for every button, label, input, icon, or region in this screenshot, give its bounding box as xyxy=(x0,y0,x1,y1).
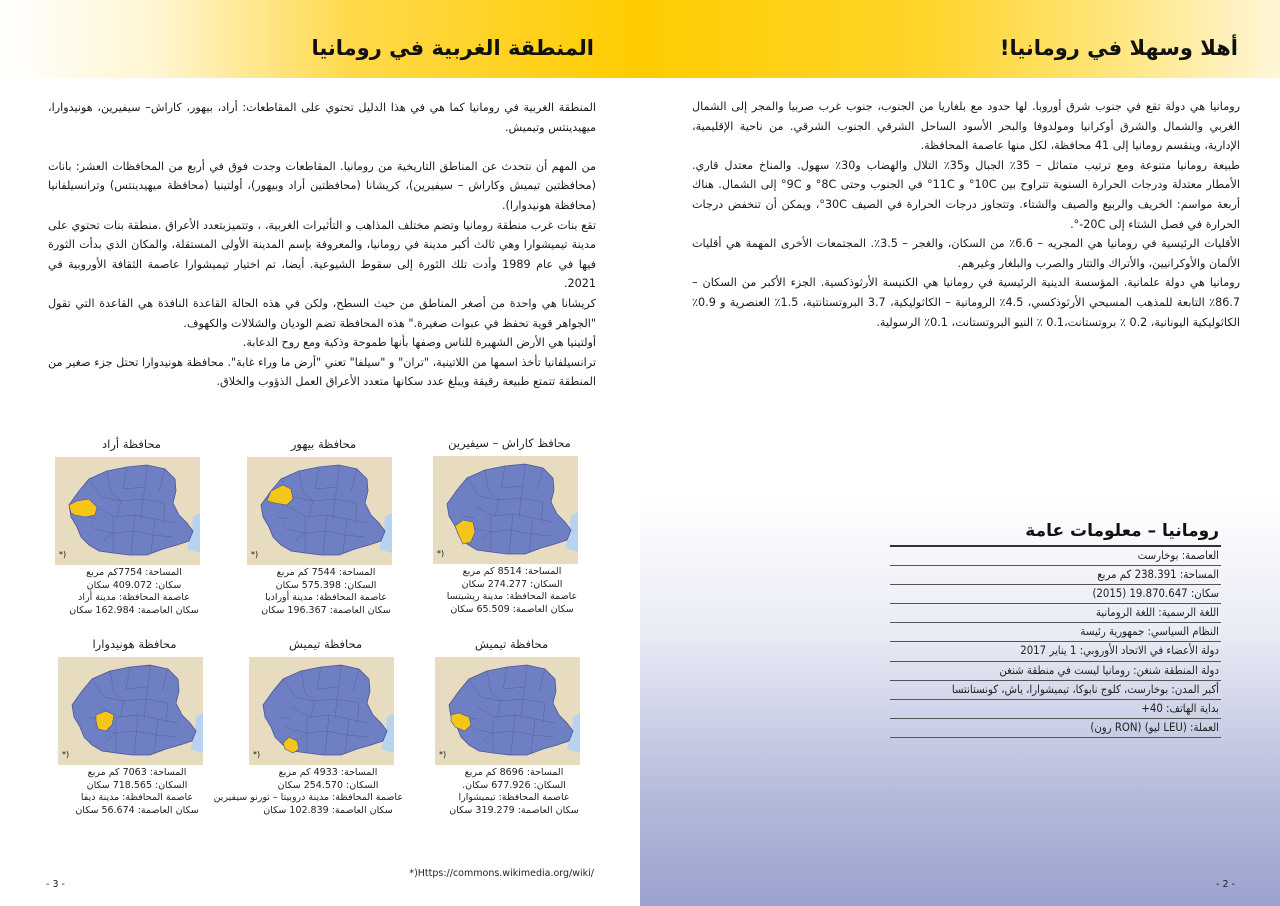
map-card-mehedinti xyxy=(213,637,408,827)
romania-map-svg xyxy=(249,657,394,765)
stat-line: المساحة: 7063 كم مربع xyxy=(87,767,187,778)
romania-map-svg xyxy=(58,657,203,765)
stat-line: المساحة: 7754كم مربع xyxy=(86,567,182,578)
stat-line: السكان: 254.570 سكان xyxy=(277,779,379,791)
romania-map-svg xyxy=(433,456,578,564)
map-title: محافظة تيميش xyxy=(288,637,363,651)
paragraph: من المهم أن نتحدث عن المناطق التاريخية من رومانيا. المقاطعات وجدت فوق في أربع من المحافظات العشر: بانات (محافظتين تيميش وكاراش – سيفيرين)، كريشانا (محافظتين أراد وبيهور)، أولتينيا (محافظة ميهيدينتس) وترانسيلفانيا (محافظة هونيدوارا). xyxy=(48,159,596,212)
map-card-timis xyxy=(429,637,594,827)
page-number: - 2 - xyxy=(1216,879,1235,890)
county-stats xyxy=(439,767,589,817)
county-map xyxy=(58,657,203,765)
page-title: المنطقة الغربية في رومانيا xyxy=(311,36,594,60)
body-text xyxy=(692,97,1240,332)
stat-line: سكان العاصمة: 162.984 سكان xyxy=(69,604,199,616)
paragraph: تقع بنات غرب منطقة رومانيا وتضم مختلف المذاهب و التأثيرات الغربية، ، وتتميزبتعدد الأعراق .منطقة بنات تحتوي على مدينة تيميشوارا وهي ثالث أكبر مدينة في رومانيا، والمعروفة بإسم المدينة الأولى المستقلة، والمكان الذي بدأت الثورة فيها في عام 1989 وأدت تلك الثورة إلى سقوط الشيوعية. أيضا، تم اختيار تيميشوارا عاصمة الثقافة الأوروبية في 2021. xyxy=(48,218,596,291)
header-band xyxy=(640,0,1280,78)
stat-line: عاصمة المحافظة: مدينة ديفا xyxy=(80,792,194,804)
romania-map-svg xyxy=(55,457,200,565)
paragraph: رومانيا هي دولة تقع في جنوب شرق أوروبا. لها حدود مع بلغاريا من الجنوب، جنوب غرب صربيا والمجر إلى الشمال الغربي والشمال والشرق أوكرانيا ومولدوفا والبحر الأسود الساحل الشرقي الجنوب الشرقي. من ناحية الإقليمية، الإدارية، وينقسم رومانيا إلى 41 محافظة، لكل منها عاصمة المحافظة. xyxy=(692,100,1240,153)
paragraph: الأقليات الرئيسية في رومانيا هي المجريه – 6.6٪ من السكان، والغجر – 3.5٪. المجتمعات الأخرى المهمة هي أقليات الألمان والأوكرانيين، والأتراك والتتار والصرب والبلغار وغيرهم. xyxy=(692,237,1240,270)
stat-line: عاصمة المحافظة: مدينة ريشيتسا xyxy=(446,591,578,603)
map-card-arad xyxy=(49,437,214,627)
right-page xyxy=(640,0,1280,906)
paragraph: طبيعة رومانيا متنوعة ومع ترتيب متماثل – 35٪ الجبال و35٪ التلال والهضاب و30٪ سهول. والمناخ معتدل قاري. الأمطار معتدلة ودرجات الحرارة السنوية تتراوح بين 10C° و 11C° في الجنوب وحتى 8C° و 9C° إلى الشمال. هناك أربعة مواسم: الخريف والربيع والصيف والشتاء. وتتجاوز درجات الحرارة في الصيف 30C°، ويمكن أن تنخفض درجات الحرارة في فصل الشتاء إلى 20C-°. xyxy=(692,158,1241,231)
map-card-bihor xyxy=(241,437,406,627)
county-map xyxy=(433,456,578,564)
general-info-table xyxy=(890,521,1221,738)
county-stats xyxy=(59,567,209,617)
source-footnote: *)Https://commons.wikimedia.org/wiki/ xyxy=(409,868,594,879)
stat-line: سكان العاصمة: 56.674 سكان xyxy=(75,804,199,816)
county-stats xyxy=(62,767,212,817)
romania-map-svg xyxy=(247,457,392,565)
county-stats xyxy=(213,767,403,817)
paragraph: المنطقة الغربية في رومانيا كما هي في هذا الدليل تحتوي على المقاطعات: أراد، بيهور، كاراش– سيفيرين، هونيدوارا، ميهيدينتس وتيميش. xyxy=(48,101,596,134)
source-marker: *) xyxy=(437,549,445,558)
map-card-hunedoara xyxy=(52,637,217,827)
county-map xyxy=(249,657,394,765)
source-marker: *) xyxy=(253,750,261,759)
county-map xyxy=(247,457,392,565)
stat-line: المساحة: 4933 كم مربع xyxy=(278,767,378,778)
map-title: محافظ كاراش – سيفيرين xyxy=(448,436,571,450)
info-row-political-system: النظام السياسي: جمهورية رئيسة xyxy=(890,623,1221,642)
stat-line: السكان: 575.398 سكان xyxy=(275,579,377,591)
stat-line: سكان: 409.072 سكان xyxy=(86,579,182,591)
info-row-eu-membership: دولة الأعضاء في الاتحاد الأوروبي: 1 يناير 2017 xyxy=(890,642,1221,661)
info-row-currency: العملة: (LEU ليو) (RON رون) xyxy=(890,719,1221,738)
stat-line: السكان: 718.565 سكان xyxy=(86,779,188,791)
paragraph: أولتينيا هي الأرض الشهيرة للناس وصفها بأنها طموحة وذكية ومع روح الدعابة. xyxy=(242,336,596,350)
stat-line: عاصمة المحافظة: مدينة أراد xyxy=(78,592,190,604)
stat-line: السكان: 274.277 سكان xyxy=(461,578,563,590)
source-marker: *) xyxy=(59,550,67,559)
page-title: أهلا وسهلا في رومانيا! xyxy=(999,36,1238,60)
stat-line: سكان العاصمة: 319.279 سكان xyxy=(449,804,579,816)
map-title: محافظة بيهور xyxy=(290,437,357,451)
stat-line: عاصمة المحافظة: مدينة دروبيتا – تورنو سيفيرين xyxy=(213,792,403,804)
info-row-language: اللغة الرسمية: اللغة الرومانية xyxy=(890,604,1221,623)
info-row-population: سكان: 19.870.647 (2015) xyxy=(890,585,1221,604)
map-title: محافظة تيميش xyxy=(474,637,549,651)
info-row-phone-code: بداية الهاتف: 40+ xyxy=(890,700,1221,719)
paragraph: ترانسيلفانيا تأخذ اسمها من اللاتينية، "تران" و "سيلفا" تعني "أرض ما وراء غابة". محافظة هونيدوارا تحتل جزء صغير من المنطقة تتمتع طبيعة رقيقة ويبلغ عدد سكانها متعدد الأعراق العمل الذؤوب والخلاق. xyxy=(48,355,596,389)
stat-line: سكان العاصمة: 65.509 سكان xyxy=(450,603,574,615)
stat-line: المساحة: 8514 كم مربع xyxy=(462,566,562,577)
county-stats xyxy=(251,567,401,617)
info-row-area: المساحة: 238.391 كم مربع xyxy=(890,566,1221,585)
county-map xyxy=(435,657,580,765)
stat-line: عاصمة المحافظة: مدينة أوراديا xyxy=(265,592,387,604)
source-marker: *) xyxy=(251,550,259,559)
stat-line: عاصمة المحافظة: تيميشوارا xyxy=(458,792,570,804)
paragraph: كريشانا هي واحدة من أصغر المناطق من حيث السطح، ولكن في هذه الحالة القاعدة النافذة هي القاعدة التي تقول "الجواهر قوية تحفظ في عبوات صغيرة." هذه المحافظة تضم الوديان والشلالات والكهوف. xyxy=(48,296,596,330)
info-row-schengen: دولة المنطقة شنغن: رومانيا ليست في منطقة شنغن xyxy=(890,662,1221,681)
stat-line: سكان العاصمة: 196.367 سكان xyxy=(261,604,391,616)
stat-line: المساحة: 8696 كم مربع xyxy=(464,767,564,778)
romania-map-svg xyxy=(435,657,580,765)
stat-line: سكان العاصمة: 102.839 سكان xyxy=(263,804,393,816)
body-text xyxy=(48,98,596,392)
header-band xyxy=(0,0,640,78)
source-marker: *) xyxy=(62,750,70,759)
source-marker: *) xyxy=(439,750,447,759)
stat-line: المساحة: 7544 كم مربع xyxy=(276,567,376,578)
info-row-capital: العاصمة: بوخارست xyxy=(890,547,1221,566)
stat-line: السكان: 677.926 سكان. xyxy=(462,779,566,791)
paragraph: رومانيا هي دولة علمانية. المؤسسة الدينية الرئيسية في رومانيا هي الكنيسة الأرثوذكسية. الجزء الأكبر من السكان – 86.7٪ التابعة للمذهب المسيحي الأرثوذكسي، 4.5٪ الرومانية – الكاثوليكية، 3.7 البروتستانتية، 1.5٪ العنصرية و 0.9٪ الكاثوليكية اليونانية، 0.2 ٪ بروتستانت،0.1 ٪ النيو البروتستانت، 0.1٪ الرسولية. xyxy=(692,276,1241,329)
map-card-caras-severin xyxy=(427,436,592,626)
county-map xyxy=(55,457,200,565)
county-stats xyxy=(437,566,587,616)
map-title: محافظة هونيدوارا xyxy=(92,637,177,651)
info-table-title: رومانيا – معلومات عامة xyxy=(890,521,1221,547)
info-row-largest-cities: أكبر المدن: بوخارست، كلوج نابوكا، تيميشوارا، ياش، كونستانتسا xyxy=(890,681,1221,700)
map-title: محافظة أراد xyxy=(102,437,161,451)
page-number: - 3 - xyxy=(46,879,65,890)
